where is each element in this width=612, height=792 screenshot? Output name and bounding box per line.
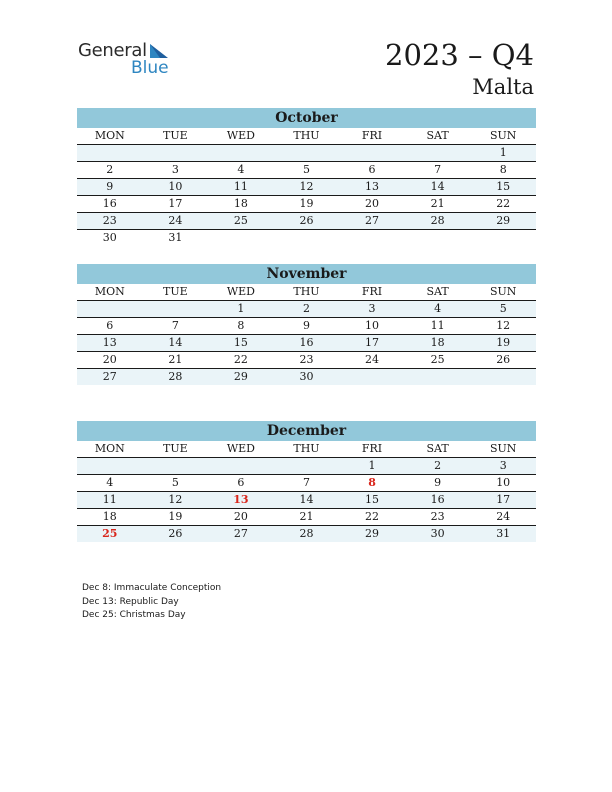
day-cell: 3 [470, 458, 536, 475]
weekday-label: THU [274, 441, 340, 458]
calendar-grid [77, 284, 536, 385]
week-row [77, 458, 536, 475]
day-cell: 27 [208, 526, 274, 543]
weekday-label: SAT [405, 441, 471, 458]
day-cell: 21 [274, 509, 340, 526]
empty-day-cell [77, 301, 143, 318]
day-cell: 15 [339, 492, 405, 509]
weekday-header-row [77, 128, 536, 145]
empty-day-cell [208, 230, 274, 247]
day-cell: 4 [405, 301, 471, 318]
day-cell: 16 [77, 196, 143, 213]
day-cell: 9 [405, 475, 471, 492]
day-cell: 10 [143, 179, 209, 196]
day-cell: 19 [470, 335, 536, 352]
day-cell: 5 [143, 475, 209, 492]
day-cell: 14 [274, 492, 340, 509]
brand-name-blue: Blue [131, 58, 169, 78]
day-cell: 25 [77, 526, 143, 543]
empty-day-cell [470, 369, 536, 386]
day-cell: 29 [339, 526, 405, 543]
week-row [77, 145, 536, 162]
brand-flag-icon [148, 44, 168, 60]
day-cell: 7 [274, 475, 340, 492]
weekday-label: MON [77, 128, 143, 145]
week-row [77, 492, 536, 509]
day-cell: 8 [339, 475, 405, 492]
day-cell: 26 [274, 213, 340, 230]
empty-day-cell [77, 458, 143, 475]
day-cell: 22 [470, 196, 536, 213]
day-cell: 23 [405, 509, 471, 526]
day-cell: 21 [405, 196, 471, 213]
empty-day-cell [208, 145, 274, 162]
day-cell: 27 [77, 369, 143, 386]
day-cell: 6 [77, 318, 143, 335]
weekday-label: SUN [470, 441, 536, 458]
week-row [77, 369, 536, 386]
day-cell: 5 [470, 301, 536, 318]
day-cell: 28 [405, 213, 471, 230]
weekday-label: SUN [470, 128, 536, 145]
day-cell: 6 [339, 162, 405, 179]
day-cell: 26 [143, 526, 209, 543]
week-row [77, 352, 536, 369]
day-cell: 9 [274, 318, 340, 335]
empty-day-cell [405, 145, 471, 162]
calendar-grid [77, 128, 536, 246]
day-cell: 11 [405, 318, 471, 335]
day-cell: 1 [339, 458, 405, 475]
day-cell: 31 [168, 231, 183, 244]
year-quarter: 2023 – Q4 [385, 38, 534, 72]
day-cell: 24 [143, 213, 209, 230]
day-cell: 29 [470, 213, 536, 230]
day-cell: 13 [339, 179, 405, 196]
day-cell: 12 [470, 318, 536, 335]
empty-day-cell [470, 230, 536, 247]
empty-day-cell [143, 145, 209, 162]
day-cell: 2 [405, 458, 471, 475]
weekday-label: THU [274, 284, 340, 301]
holiday-note: Dec 13: Republic Day [82, 596, 179, 607]
empty-day-cell [339, 145, 405, 162]
day-cell: 20 [77, 352, 143, 369]
week-row [77, 318, 536, 335]
day-cell: 23 [274, 352, 340, 369]
day-cell: 15 [470, 179, 536, 196]
empty-day-cell [274, 458, 340, 475]
weekday-label: WED [208, 441, 274, 458]
day-cell: 5 [274, 162, 340, 179]
day-cell: 19 [274, 196, 340, 213]
day-cell: 19 [143, 509, 209, 526]
day-cell: 23 [77, 213, 143, 230]
empty-day-cell [405, 230, 471, 247]
empty-day-cell [274, 145, 340, 162]
month-title: October [77, 108, 536, 128]
calendar-grid [77, 441, 536, 542]
weekday-label: FRI [339, 284, 405, 301]
day-cell: 25 [208, 213, 274, 230]
day-cell: 12 [143, 492, 209, 509]
day-cell: 17 [143, 196, 209, 213]
day-cell: 26 [470, 352, 536, 369]
day-cell: 21 [143, 352, 209, 369]
day-cell: 30 [102, 231, 117, 244]
brand-logo [78, 42, 169, 76]
day-cell: 20 [339, 196, 405, 213]
day-cell: 13 [208, 492, 274, 509]
empty-day-cell [339, 369, 405, 386]
month-november [77, 264, 536, 385]
empty-day-cell [77, 145, 143, 162]
week-row [77, 162, 536, 179]
weekday-label: WED [208, 128, 274, 145]
empty-day-cell [143, 458, 209, 475]
day-cell: 31 [470, 526, 536, 543]
day-cell: 1 [470, 145, 536, 162]
day-cell: 16 [405, 492, 471, 509]
empty-day-cell [208, 458, 274, 475]
day-cell: 4 [77, 475, 143, 492]
holiday-notes [82, 582, 221, 623]
week-row [77, 196, 536, 213]
week-row [77, 509, 536, 526]
page-title [385, 38, 534, 100]
weekday-label: TUE [143, 128, 209, 145]
day-cell: 7 [405, 162, 471, 179]
day-cell: 17 [339, 335, 405, 352]
empty-day-cell [274, 230, 340, 247]
day-cell: 22 [339, 509, 405, 526]
weekday-label: MON [77, 284, 143, 301]
day-cell: 2 [274, 301, 340, 318]
day-cell: 13 [77, 335, 143, 352]
day-cell: 11 [208, 179, 274, 196]
day-cell: 18 [405, 335, 471, 352]
day-cell: 29 [208, 369, 274, 386]
day-cell: 11 [77, 492, 143, 509]
weekday-label: TUE [143, 284, 209, 301]
week-row [77, 526, 536, 543]
day-cell: 14 [143, 335, 209, 352]
day-cell: 10 [470, 475, 536, 492]
month-december [77, 421, 536, 542]
day-cell: 25 [405, 352, 471, 369]
day-cell: 30 [274, 369, 340, 386]
day-cell: 8 [208, 318, 274, 335]
week-row [77, 179, 536, 196]
day-cell: 6 [208, 475, 274, 492]
weekday-label: WED [208, 284, 274, 301]
weekday-label: SUN [470, 284, 536, 301]
empty-day-cell [339, 230, 405, 247]
week-row [77, 301, 536, 318]
day-cell: 9 [77, 179, 143, 196]
day-cell: 12 [274, 179, 340, 196]
day-cell: 8 [470, 162, 536, 179]
day-cell: 30 [405, 526, 471, 543]
week-row [77, 230, 536, 247]
day-cell: 7 [143, 318, 209, 335]
holiday-note: Dec 25: Christmas Day [82, 610, 186, 620]
week-row [77, 335, 536, 352]
day-cell: 4 [208, 162, 274, 179]
day-cell: 28 [143, 369, 209, 386]
weekday-label: THU [274, 128, 340, 145]
empty-day-cell [405, 369, 471, 386]
day-cell: 15 [208, 335, 274, 352]
weekday-label: SAT [405, 128, 471, 145]
weekday-label: FRI [339, 441, 405, 458]
weekday-label: TUE [143, 441, 209, 458]
day-cell: 18 [208, 196, 274, 213]
day-cell: 20 [208, 509, 274, 526]
day-cell: 28 [274, 526, 340, 543]
weekday-header-row [77, 441, 536, 458]
day-cell: 24 [470, 509, 536, 526]
day-cell: 17 [470, 492, 536, 509]
brand-name-general: General [78, 40, 147, 61]
week-row [77, 475, 536, 492]
day-cell: 1 [208, 301, 274, 318]
day-cell: 27 [339, 213, 405, 230]
country-name: Malta [472, 75, 534, 99]
month-title: November [77, 264, 536, 284]
week-row [77, 213, 536, 230]
empty-day-cell [143, 301, 209, 318]
holiday-note: Dec 8: Immaculate Conception [82, 583, 222, 593]
day-cell: 2 [77, 162, 143, 179]
day-cell: 22 [208, 352, 274, 369]
day-cell: 14 [405, 179, 471, 196]
weekday-label: SAT [405, 284, 471, 301]
month-title: December [77, 421, 536, 441]
day-cell: 10 [339, 318, 405, 335]
weekday-label: MON [77, 441, 143, 458]
day-cell: 3 [143, 162, 209, 179]
weekday-header-row [77, 284, 536, 301]
day-cell: 24 [339, 352, 405, 369]
weekday-label: FRI [339, 128, 405, 145]
day-cell: 16 [274, 335, 340, 352]
month-october [77, 108, 536, 246]
day-cell: 18 [77, 509, 143, 526]
day-cell: 3 [339, 301, 405, 318]
